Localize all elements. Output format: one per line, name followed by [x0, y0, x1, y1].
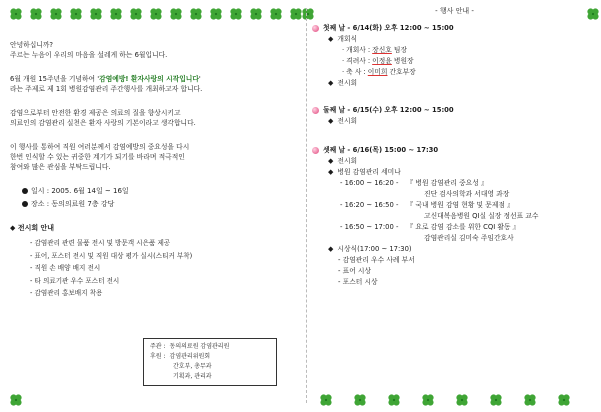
- list-item: - 포스터 시상: [338, 278, 378, 286]
- event-item: ◆ 병원 감염관리 세미나: [328, 168, 401, 176]
- sponsor-name: 감염관리위원회: [169, 353, 211, 360]
- letter-line: 한번 인식할 수 있는 귀중한 계기가 되기를 바라며 적극적인: [10, 153, 185, 161]
- sponsor-label: 후원 :: [150, 353, 166, 360]
- diamond-icon: ◆: [328, 35, 334, 43]
- list-item: - 타 의료기관 우수 포스터 전시: [30, 275, 300, 288]
- clover-icon: [248, 6, 264, 22]
- award-list: [338, 255, 597, 288]
- host-name: 동의의료원 감염관리원: [169, 343, 230, 350]
- diamond-icon: ◆: [328, 245, 334, 253]
- organizer-box: [143, 338, 277, 386]
- day1-heading: 첫째 날 - 6/14(화) 오후 12:00 ~ 15:00: [312, 23, 597, 34]
- letter-line: 주르는 누음이 우리의 마음을 설레게 하는 6월입니다.: [10, 51, 168, 59]
- sponsor-name: 간호부, 총무과: [173, 363, 212, 370]
- fold-divider: [306, 8, 308, 403]
- diamond-icon: ◆: [328, 168, 334, 176]
- clover-icon: [420, 392, 436, 408]
- bullet-icon: [22, 201, 28, 207]
- clover-icon: [88, 6, 104, 22]
- list-item: - 표어 시상: [338, 267, 372, 275]
- list-item: - 표어, 포스터 전시 및 직원 대상 평가 실시(스티커 부착): [30, 250, 300, 263]
- diamond-icon: ◆: [328, 157, 334, 165]
- clover-icon: [454, 392, 470, 408]
- bullet-icon: [22, 188, 28, 194]
- host-label: 주관 :: [150, 343, 166, 350]
- theme-slogan: 감염예방! 환자사랑의 시작입니다: [99, 75, 199, 83]
- clover-icon: [268, 6, 284, 22]
- clover-icon: [208, 6, 224, 22]
- event-place: 장소 : 동의의료원 7층 강당: [22, 199, 300, 209]
- clover-icon: [8, 6, 24, 22]
- session-row: - 16:20 ~ 16:50 - 『 국내 병원 감염 현황 및 문제점 』: [340, 201, 514, 209]
- diamond-icon: ◆: [328, 79, 334, 87]
- clover-icon: [488, 392, 504, 408]
- speaker-row: · 격려사 : 이정윤 병원장: [342, 57, 414, 65]
- list-item: - 직원 손 배양 배지 전시: [30, 262, 300, 275]
- pink-bullet-icon: [312, 25, 319, 32]
- seminar-sessions: [340, 178, 597, 244]
- speaker-row: · 축 사 : 이미희 간호부장: [342, 68, 416, 76]
- letter-line: 참여와 많은 관심을 부탁드립니다.: [10, 163, 111, 171]
- clover-icon: [8, 392, 24, 408]
- clover-icon: [68, 6, 84, 22]
- clover-icon: [108, 6, 124, 22]
- clover-icon: [148, 6, 164, 22]
- sponsor-name: 기획과, 관리과: [173, 373, 212, 380]
- clover-icon: [188, 6, 204, 22]
- pink-bullet-icon: [312, 107, 319, 114]
- session-speaker: 진단 검사의학과 서대영 과장: [424, 190, 510, 198]
- clover-icon: [318, 392, 334, 408]
- clover-icon: [28, 6, 44, 22]
- clover-icon: [352, 392, 368, 408]
- exhibit-section-title: ◆ 전시회 안내: [10, 224, 55, 232]
- session-row: - 16:50 ~ 17:00 - 『 요로 감염 감소를 위한 CQI 활동 』: [340, 223, 520, 231]
- clover-icon: [386, 392, 402, 408]
- list-item: - 감염관리 관련 물품 전시 및 방문객 시은품 제공: [30, 237, 300, 250]
- letter-line: 6월 개원 15주년을 기념하여 '감염예방! 환자사랑의 시작입니다': [10, 75, 201, 83]
- clover-icon: [556, 392, 572, 408]
- session-row: - 16:00 ~ 16:20 - 『 병원 감염관리 중요성 』: [340, 179, 488, 187]
- exhibit-list: [30, 237, 300, 300]
- event-item: ◆ 전시회: [328, 157, 358, 165]
- event-date: 일시 : 2005. 6월 14일 ~ 16일: [22, 186, 300, 196]
- speaker-row: · 개회사 : 장신호 팀장: [342, 46, 408, 54]
- event-item: ◆ 전시회: [328, 79, 358, 87]
- letter-line: 감염으로부터 안전한 환경 제공은 의료의 질을 향상시키고: [10, 109, 181, 117]
- list-item: - 감염관리 홍보배지 착용: [30, 287, 300, 300]
- schedule-panel: [312, 6, 597, 288]
- diamond-icon: ◆: [328, 117, 334, 125]
- day3-heading: 셋째 날 - 6/16(목) 15:00 ~ 17:30: [312, 145, 597, 156]
- clover-icon: [128, 6, 144, 22]
- letter-line: 이 행사를 통하여 직원 여러분께서 감염예방의 중요성을 다시: [10, 143, 190, 151]
- day2-heading: 둘째 날 - 6/15(수) 오후 12:00 ~ 15:00: [312, 105, 597, 116]
- session-speaker: 고신대복음병원 QI실 실장 정선표 교수: [424, 212, 539, 220]
- letter-line: 라는 주제로 제 1회 병원감염관리 주간행사를 개최하고자 합니다.: [10, 85, 203, 93]
- event-item: ◆ 전시회: [328, 117, 358, 125]
- clover-icon: [522, 392, 538, 408]
- event-item: ◆ 개회식: [328, 35, 358, 43]
- event-item: ◆ 시상식(17:00 ~ 17:30): [328, 245, 412, 253]
- letter-line: 의료인의 감염관리 실천은 환자 사랑의 기본이라고 생각합니다.: [10, 119, 196, 127]
- letter-panel: [10, 40, 300, 300]
- pink-bullet-icon: [312, 147, 319, 154]
- session-speaker: 감염관리실 김미숙 주임간호사: [424, 234, 514, 242]
- clover-icon: [168, 6, 184, 22]
- schedule-title: - 행사 안내 -: [435, 7, 474, 15]
- clover-icon: [48, 6, 64, 22]
- greeting: 안녕하십니까?: [10, 41, 54, 49]
- list-item: - 감염관리 우수 사례 부서: [338, 256, 415, 264]
- opening-speakers: [342, 45, 597, 78]
- clover-icon: [228, 6, 244, 22]
